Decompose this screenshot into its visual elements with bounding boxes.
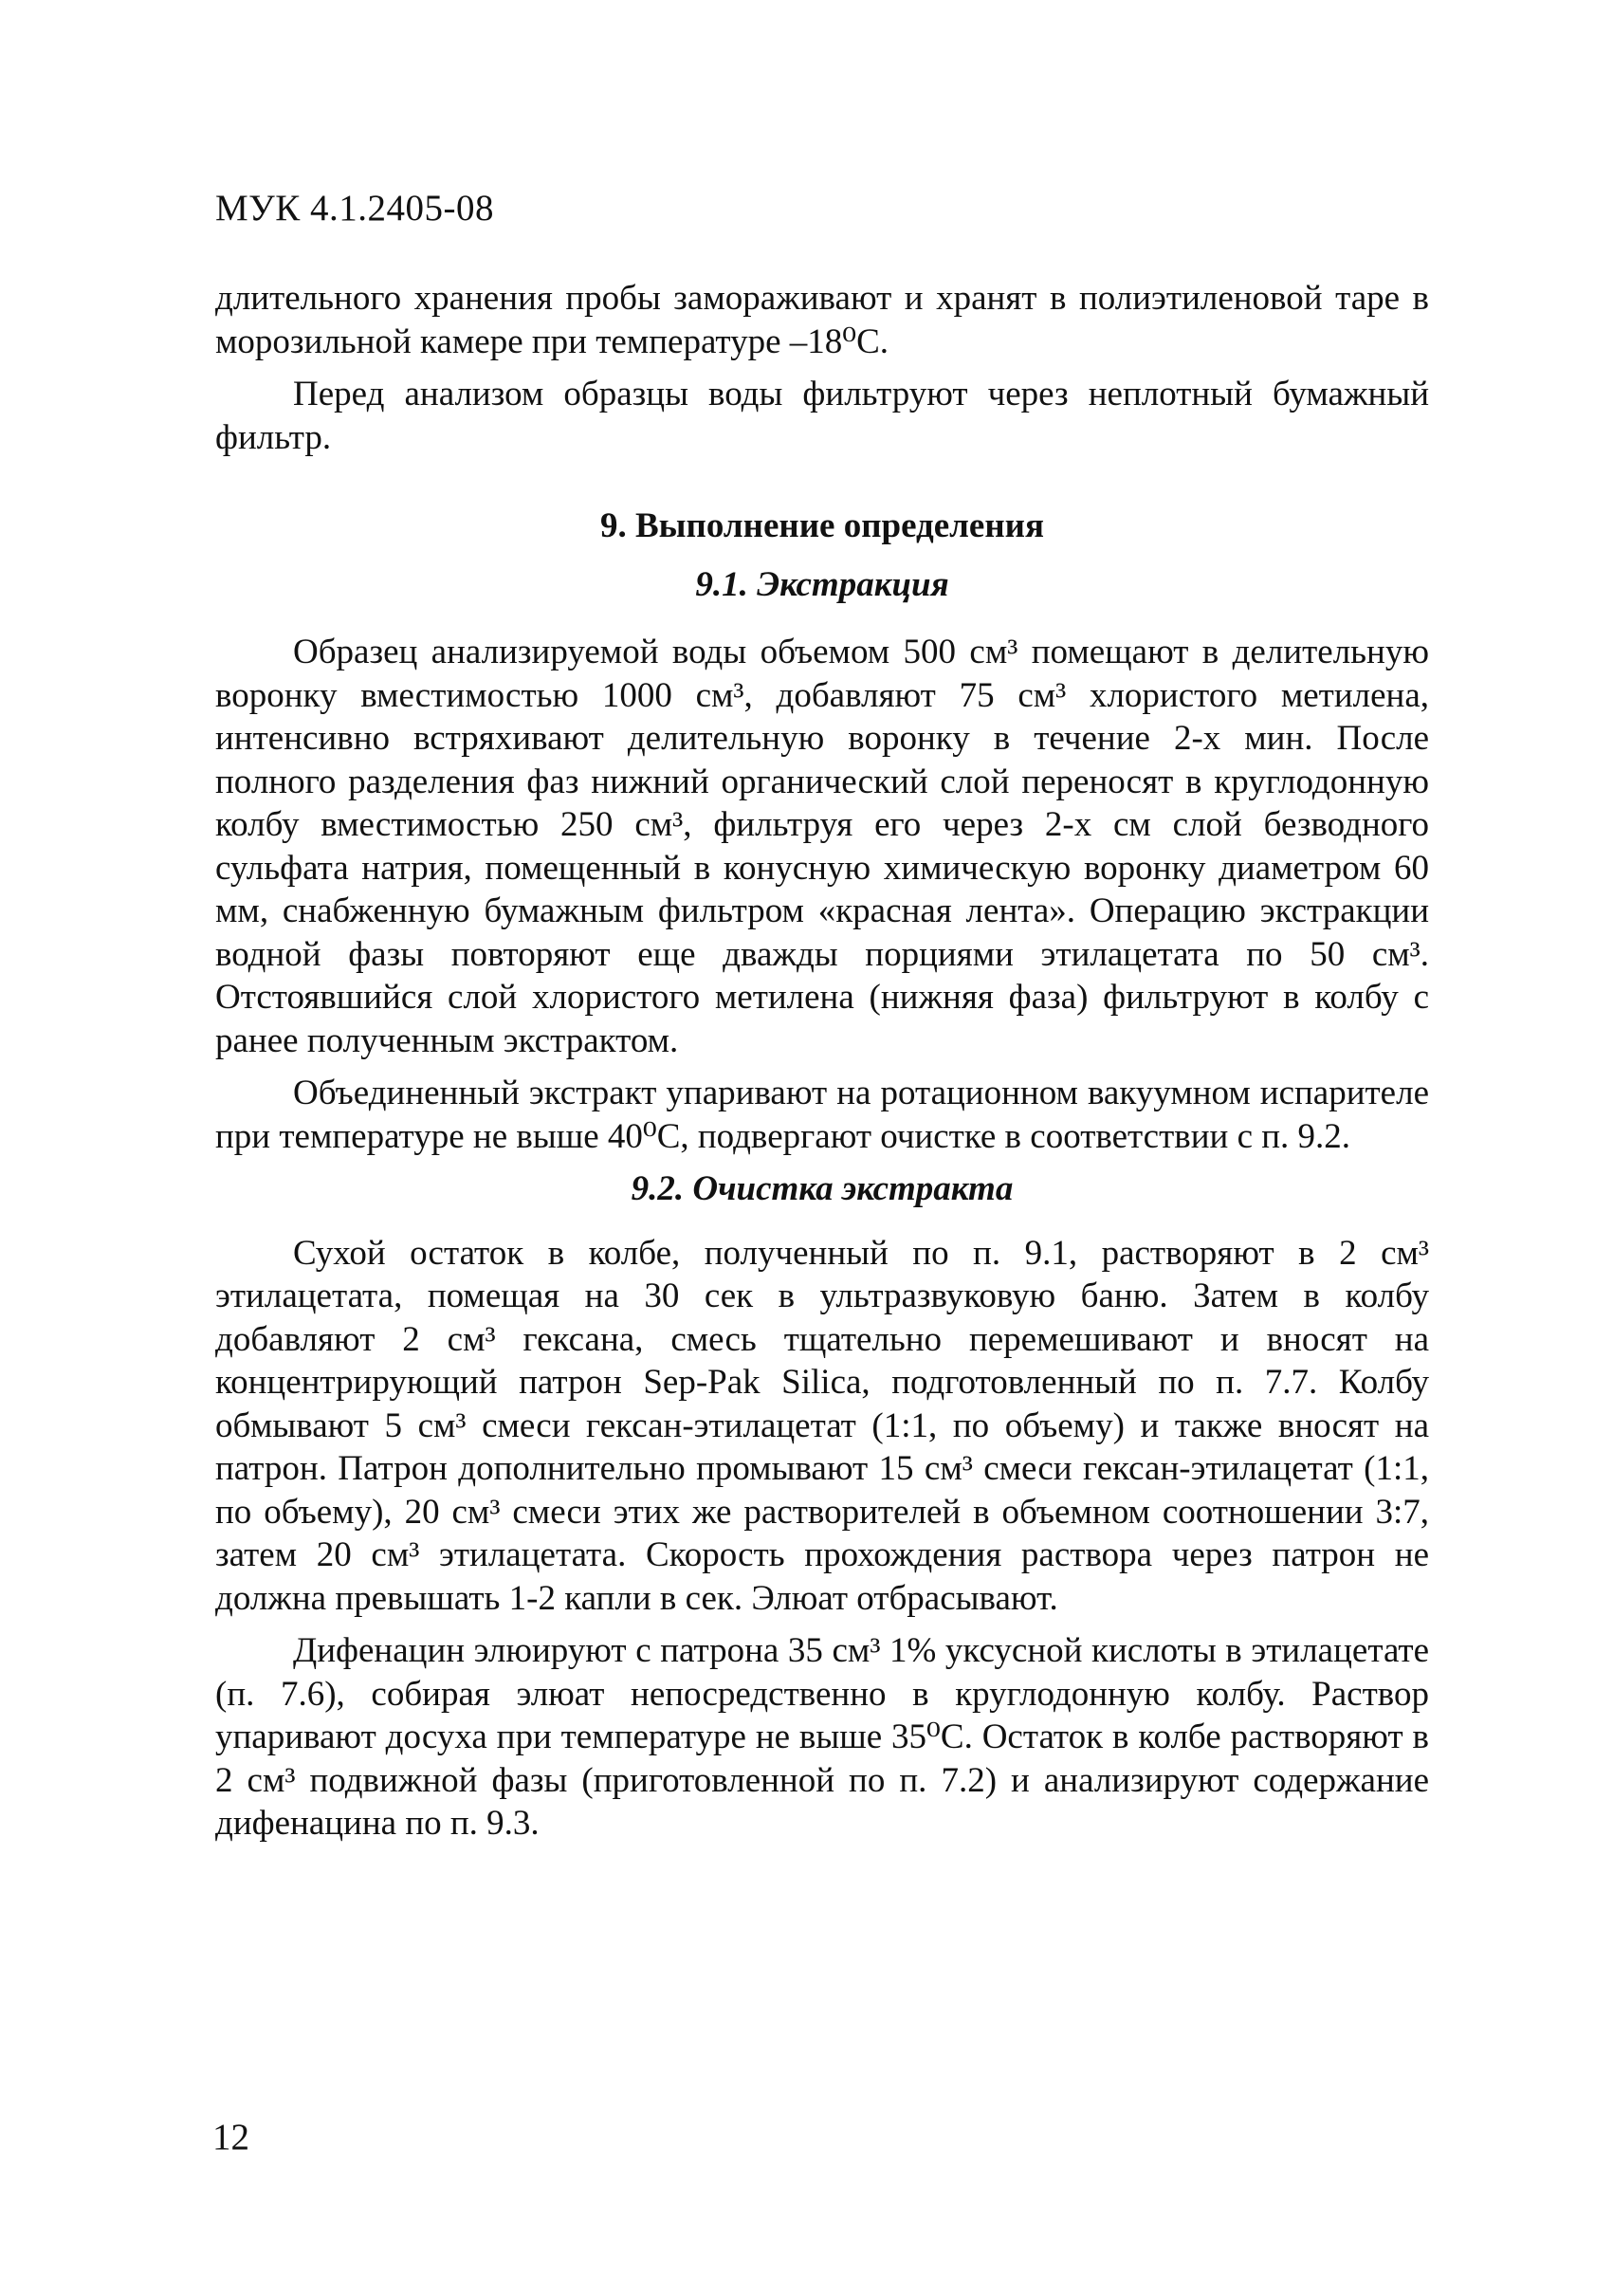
section-title: 9. Выполнение определения (599, 506, 1044, 545)
paragraph: Сухой остаток в колбе, полученный по п. 9.1, растворяют в 2 см³ этилацетата, помещая на 30 сек в ультразвуковую баню. Затем в колбу добавляют 2 см³ гексана, смесь тщательно перемешивают и вносят на концентрирующий патрон Sep-Pak Silica, подготовленный по п. 7.7. Колбу обмывают 5 см³ смеси гексан-этилацетат (1:1, по объему) и также вносят на патрон. Патрон дополнительно промывают 15 см³ смеси гексан-этилацетат (1:1, по объему), 20 см³ смеси этих же растворителей в объемном соотношении 3:7, затем 20 см³ этилацетата. Скорость прохождения раствора через патрон не должна превышать 1-2 капли в сек. Элюат отбрасывают. (215, 1233, 1429, 1618)
paragraph: Объединенный экстракт упаривают на ротационном вакуумном испарителе при температуре не выше 40⁰С, подвергают очистке в соответствии с п. 9.2. (215, 1074, 1429, 1156)
paragraph: Дифенацин элюируют с патрона 35 см³ 1% уксусной кислоты в этилацетате (п. 7.6), собирая элюат непосредственно в круглодонную колбу. Раствор упаривают досуха при температуре не выше 35⁰С. Остаток в колбе растворяют в 2 см³ подвижной фазы (приготовленной по п. 7.2) и анализируют содержание дифенацина по п. 9.3. (215, 1631, 1429, 1843)
document-body (215, 277, 1429, 1846)
subsection-title: 9.1. Экстракция (695, 564, 949, 604)
page-number: 12 (212, 2117, 249, 2158)
paragraph: Перед анализом образцы воды фильтруют через неплотный бумажный фильтр. (215, 375, 1429, 457)
document-code: МУК 4.1.2405-08 (215, 188, 495, 229)
paragraph: длительного хранения пробы замораживают и хранят в полиэтиленовой таре в морозильной камере при температуре –18⁰С. (215, 279, 1429, 361)
subsection-title: 9.2. Очистка экстракта (631, 1169, 1014, 1208)
paragraph: Образец анализируемой воды объемом 500 см³ помещают в делительную воронку вместимостью 1000 см³, добавляют 75 см³ хлористого метилена, интенсивно встряхивают делительную воронку в течение 2-х мин. После полного разделения фаз нижний органический слой переносят в круглодонную колбу вместимостью 250 см³, фильтруя его через 2-х см слой безводного сульфата натрия, помещенный в конусную химическую воронку диаметром 60 мм, снабженную бумажным фильтром «красная лента». Операцию экстракции водной фазы повторяют еще дважды порциями этилацетата по 50 см³. Отстоявшийся слой хлористого метилена (нижняя фаза) фильтруют в колбу с ранее полученным экстрактом. (215, 633, 1429, 1060)
